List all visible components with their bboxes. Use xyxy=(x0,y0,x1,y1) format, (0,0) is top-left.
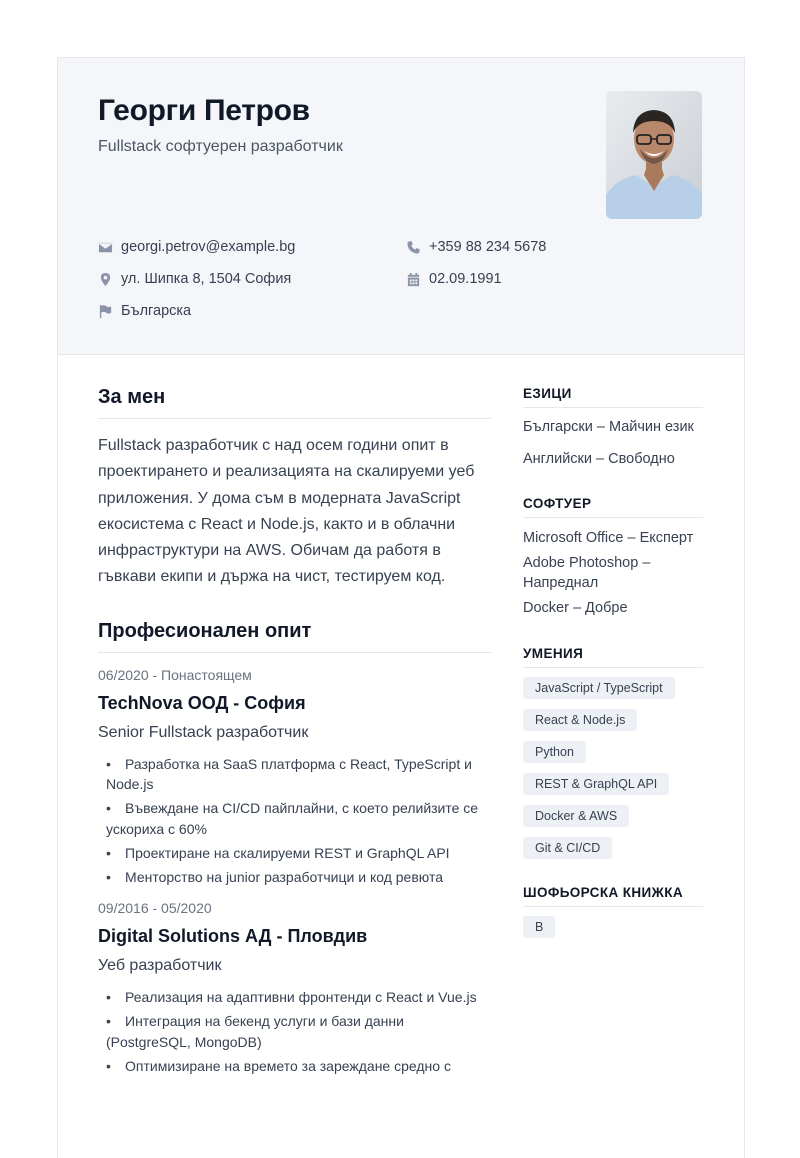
skill-tag: Docker & AWS xyxy=(523,805,629,827)
language-item: Български – Майчин език xyxy=(523,419,694,435)
bullet-item: • Реализация на адаптивни фронтенди с React и Vue.js xyxy=(98,987,491,1008)
software-item: Docker – Добре xyxy=(523,599,628,616)
contact-phone[interactable] xyxy=(406,239,546,255)
job-bullets xyxy=(98,987,491,1076)
bullet-item: • Менторство на junior разработчици и код ревюта xyxy=(98,867,491,888)
skills-heading: УМЕНИЯ xyxy=(523,646,703,668)
skill-tag: REST & GraphQL API xyxy=(523,773,669,795)
contact-email[interactable] xyxy=(98,239,295,255)
skill-tag: JavaScript / TypeScript xyxy=(523,677,675,699)
phone-icon xyxy=(406,240,421,255)
main-column xyxy=(98,386,491,1080)
skill-tag: Python xyxy=(523,741,586,763)
person-name: Георги Петров xyxy=(98,94,310,127)
job-bullets xyxy=(98,754,491,888)
address-text: ул. Шипка 8, 1504 София xyxy=(121,271,292,287)
profile-photo xyxy=(606,91,702,219)
calendar-icon xyxy=(406,272,421,287)
job-period: 06/2020 - Понастоящем xyxy=(98,666,252,683)
job-role: Уеб разработчик xyxy=(98,957,222,975)
bullet-item: • Интеграция на бекенд услуги и бази данни (PostgreSQL, MongoDB) xyxy=(98,1011,491,1052)
cv-header xyxy=(58,58,744,355)
contact-address xyxy=(98,271,291,287)
job-company: Digital Solutions АД - Пловдив xyxy=(98,926,368,947)
software-item: Microsoft Office – Експерт xyxy=(523,530,694,546)
languages-heading: ЕЗИЦИ xyxy=(523,386,703,408)
contact-nationality xyxy=(98,303,191,319)
experience-heading: Професионален опит xyxy=(98,620,491,653)
job-period: 09/2016 - 05/2020 xyxy=(98,900,212,917)
nationality-text: Българска xyxy=(121,303,192,319)
bullet-item: • Въвеждане на CI/CD пайплайни, с което релийзите се ускориха с 60% xyxy=(98,798,491,839)
sidebar-column xyxy=(523,386,703,948)
license-heading: ШОФЬОРСКА КНИЖКА xyxy=(523,885,703,907)
skill-tag: Git & CI/CD xyxy=(523,837,612,859)
license-tags xyxy=(523,916,703,948)
software-item: Adobe Photoshop – Напреднал xyxy=(523,554,651,591)
skills-tags xyxy=(523,677,703,869)
job-entry xyxy=(98,667,491,888)
map-pin-icon xyxy=(98,272,113,287)
software-heading: СОФТУЕР xyxy=(523,496,703,518)
flag-icon xyxy=(98,304,113,319)
bullet-item: • Проектиране на скалируеми REST и GraphQL API xyxy=(98,843,491,864)
bullet-item: • Оптимизиране на времето за зареждане средно с xyxy=(98,1056,491,1077)
cv-page xyxy=(57,57,745,1158)
envelope-icon xyxy=(98,240,113,255)
job-title: Fullstack софтуерен разработчик xyxy=(98,138,343,155)
job-entry xyxy=(98,900,491,1076)
license-tag: B xyxy=(523,916,555,938)
language-item: Английски – Свободно xyxy=(523,450,675,467)
about-text: Fullstack разработчик с над осем години опит в проектирането и реализацията на скалируеми уеб приложения. У дома съм в модерната JavaScript екосистема с React и Node.js, както и в облачни инфраструктури на AWS. Обичам да работя в гъвкави екипи и държа на чист, тестируем код. xyxy=(98,437,475,586)
contact-birthdate xyxy=(406,271,502,287)
skill-tag: React & Node.js xyxy=(523,709,637,731)
phone-text: +359 88 234 5678 xyxy=(429,239,547,255)
job-role: Senior Fullstack разработчик xyxy=(98,723,309,741)
about-heading: За мен xyxy=(98,386,491,419)
bullet-item: • Разработка на SaaS платформа с React, TypeScript и Node.js xyxy=(98,754,491,795)
email-text: georgi.petrov@example.bg xyxy=(121,239,296,255)
job-company: TechNova ООД - София xyxy=(98,692,306,713)
birthdate-text: 02.09.1991 xyxy=(429,271,502,287)
